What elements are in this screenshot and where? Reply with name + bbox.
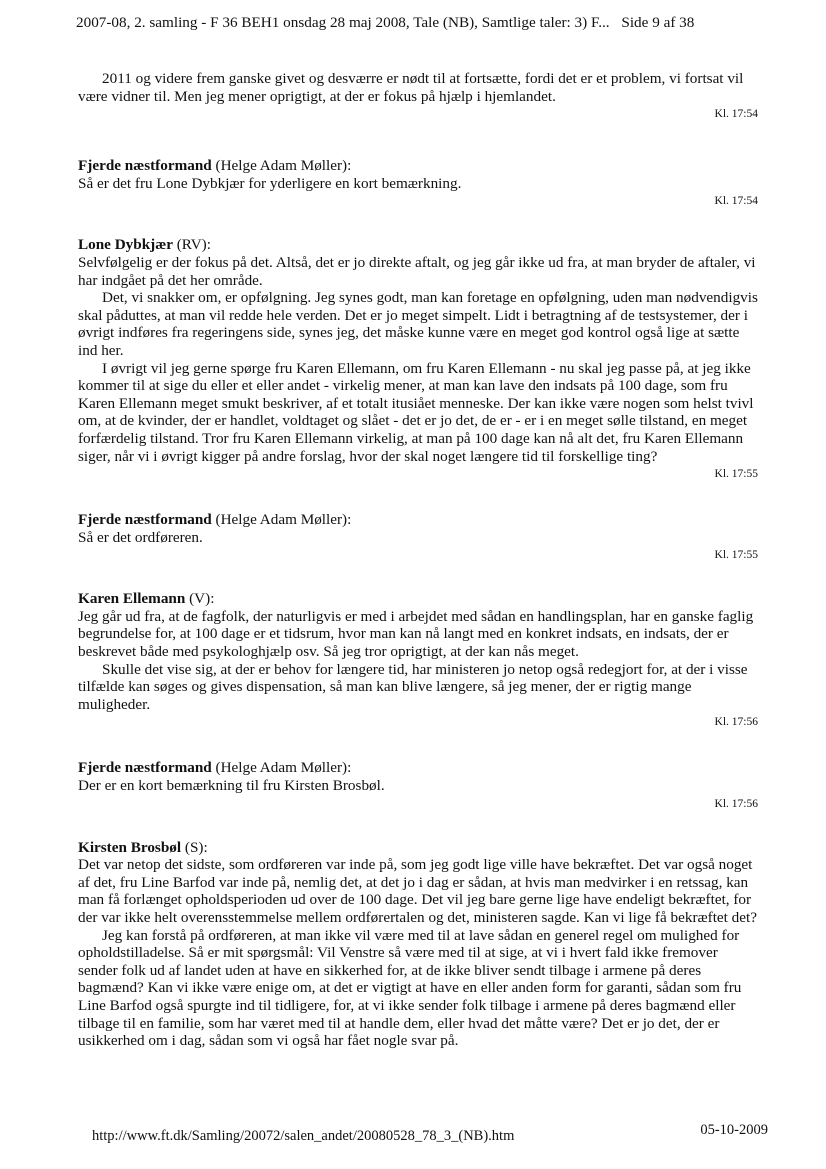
speaker-name: Fjerde næstformand <box>78 759 212 777</box>
speaker-role: (V): <box>185 590 215 608</box>
page-header <box>76 14 694 32</box>
speaker-role: (RV): <box>172 236 211 254</box>
timestamp: Kl. 17:54 <box>714 195 758 208</box>
speaker-role: (Helge Adam Møller): <box>211 759 352 777</box>
footer-date: 05-10-2009 <box>700 1122 768 1138</box>
speech-paragraph: Så er det ordføreren. <box>78 528 203 546</box>
speaker-name: Lone Dybkjær <box>78 236 173 254</box>
speech-block <box>78 236 758 481</box>
speech-paragraph: I øvrigt vil jeg gerne spørge fru Karen Ellemann, om fru Karen Ellemann - nu skal jeg passe på, at jeg ikke kommer til at sige du eller et eller andet - virkelig mener, at man kan lave den indsats på 100 dage, som fru Karen Ellemann meget smukt beskriver, af et totalt itusiået menneske. Der kan ikke være nogen som helst tvivl om, at de kvinder, der er handlet, voldtaget og slået - det er jo det, de er - er i en meget sølle tilstand, en meget forfærdelig tilstand. Tror fru Karen Ellemann virkelig, at man på 100 dage kan nå alt det, fru Karen Ellemann siger, når vi i øvrigt kigger på andre forslag, hvor der skal noget længere tid til forskellige ting? <box>78 359 754 465</box>
speech-paragraph: Skulle det vise sig, at der er behov for længere tid, har ministeren jo netop også redegjort for, at der i visse tilfælde kan søges og gives dispensation, så man kan blive længere, så jeg mener, der er rigtig mange muligheder. <box>78 660 748 713</box>
speech-block <box>78 839 758 1050</box>
speaker-heading <box>78 839 758 857</box>
header-title: 2007-08, 2. samling - F 36 BEH1 onsdag 28 maj 2008, Tale (NB), Samtlige taler: 3) F... <box>76 14 610 31</box>
speech-paragraph: Det var netop det sidste, som ordføreren var inde på, som jeg godt lige ville have bekræftet. Det var også noget af det, fru Line Barfod var inde på, nemlig det, at det jo i dag er sådan, at hvis man medvirker i en retssag, kan man få forlænget opholdsperioden ud over de 100 dage. Det vil jeg bare gerne lige have endeligt bekræftet, for der var ikke helt overensstemmelse mellem ordførertalen og det, ministeren sagde. Kan vi lige få bekræftet det? <box>78 856 757 926</box>
speaker-heading <box>78 157 758 175</box>
speech-block <box>78 759 758 810</box>
speaker-heading <box>78 590 758 608</box>
speech-paragraph: Jeg kan forstå på ordføreren, at man ikke vil være med til at lave sådan en generel regel om mulighed for opholdstilladelse. Så er mit spørgsmål: Vil Venstre så være med til at sige, at vi i hvert fald ikke fremover sender folk ud af landet uden at have en sikkerhed for, at de ikke bliver sendt tilbage i armene på deres bagmænd? Kan vi ikke være enige om, at det er vigtigt at have en eller anden form for garanti, sådan som fru Line Barfod også spurgte ind til tidligere, for, at vi ikke sender folk tilbage i armene på deres bagmænd eller tilbage til en familie, som har været med til at handle dem, eller hvad det måtte være? Det er jo det, der er usikkerhed om i dag, sådan som vi også har fået nogle svar på. <box>78 926 742 1050</box>
speech-paragraph: Jeg går ud fra, at de fagfolk, der naturligvis er med i arbejdet med sådan en handlingsplan, har en ganske faglig begrundelse for, at 100 dage er et tidsrum, hvor man kan nå langt med en konkret indsats, en indsats, der er beskrevet både med psykologhjælp osv. Så jeg tror oprigtigt, at der kan nås meget. <box>78 607 754 661</box>
intro-block <box>78 70 758 121</box>
timestamp: Kl. 17:56 <box>714 716 758 729</box>
speech-block <box>78 157 758 208</box>
speaker-heading <box>78 511 758 529</box>
speaker-role: (Helge Adam Møller): <box>211 157 352 175</box>
page-number: Side 9 af 38 <box>621 14 695 31</box>
speech-block <box>78 590 758 729</box>
speaker-role: (S): <box>181 838 208 856</box>
speech-paragraph: Så er det fru Lone Dybkjær for yderligere en kort bemærkning. <box>78 174 462 192</box>
timestamp: Kl. 17:55 <box>714 468 758 481</box>
speaker-name: Fjerde næstformand <box>78 511 212 529</box>
speaker-role: (Helge Adam Møller): <box>211 511 352 529</box>
speech-paragraph: Der er en kort bemærkning til fru Kirsten Brosbøl. <box>78 777 385 795</box>
speeches-list <box>78 157 758 1050</box>
document-body <box>78 70 758 1050</box>
intro-paragraph: 2011 og videre frem ganske givet og desværre er nødt til at fortsætte, fordi det er et problem, vi fortsat vil være vidner til. Men jeg mener oprigtigt, at der er fokus på hjælp i hjemlandet. <box>78 70 744 105</box>
speaker-name: Fjerde næstformand <box>78 157 212 175</box>
speech-paragraph: Det, vi snakker om, er opfølgning. Jeg synes godt, man kan foretage en opfølgning, uden man nødvendigvis skal påduttes, at man vil redde hele verden. Det er jo meget simpelt. Lidt i betragtning af de testsystemer, der i øvrigt indføres fra regeringens side, synes jeg, det måske kunne være en meget god kontrol også lige at sætte ind her. <box>78 289 758 359</box>
speaker-heading <box>78 236 758 254</box>
footer-url: http://www.ft.dk/Samling/20072/salen_andet/20080528_78_3_(NB).htm <box>92 1128 515 1144</box>
speaker-name: Kirsten Brosbøl <box>78 838 182 856</box>
speaker-name: Karen Ellemann <box>78 590 186 608</box>
speaker-heading <box>78 759 758 777</box>
page-footer <box>92 1122 768 1145</box>
timestamp: Kl. 17:56 <box>714 797 758 810</box>
timestamp: Kl. 17:54 <box>714 108 758 121</box>
speech-paragraph: Selvfølgelig er der fokus på det. Altså, det er jo direkte aftalt, og jeg går ikke ud fra, at man bryder de aftaler, vi har indgået på det her område. <box>78 253 756 289</box>
timestamp: Kl. 17:55 <box>714 549 758 562</box>
speech-block <box>78 511 758 562</box>
